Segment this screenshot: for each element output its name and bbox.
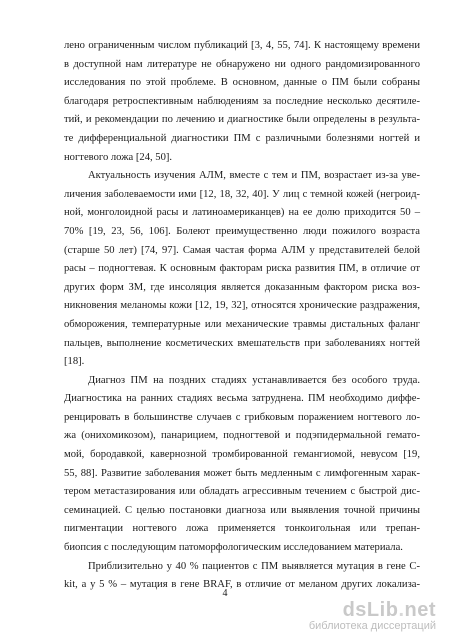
paragraph	[64, 372, 420, 558]
watermark-logo	[309, 600, 436, 633]
text-line: те дифференциальной диагностики ПМ с различными болезнями ногтей и	[64, 132, 420, 144]
text-line: жа (онихомикозом), панарицием, подногтевой и подэпидермальной гемато-	[64, 430, 420, 442]
text-line: ренцировать в большинстве случаев с грибковым поражением ногтевого ло-	[64, 411, 420, 423]
watermark-logo-tld: net	[404, 599, 436, 621]
text-line: тий, и рекомендации по лечению и диагностике были определены в результа-	[64, 114, 420, 126]
text-line: в доступной нам литературе не обнаружено ни одного рандомизированного	[64, 58, 420, 70]
text-line: тером метастазирования или обладать агрессивным течением с быстрой дис-	[64, 486, 420, 498]
text-line: пальцев, выполнение косметических вмешательств при заболеваниях ногтей	[64, 337, 420, 349]
paragraph	[64, 37, 420, 167]
paragraph	[64, 167, 420, 372]
text-line: Диагностика на ранних стадиях весьма затруднена. ПМ необходимо диффе-	[64, 393, 420, 405]
text-line: благодаря ретроспективным наблюдениям за последние несколько десятиле-	[64, 95, 420, 107]
text-line: (старше 50 лет) [74, 97]. Самая частая форма АЛМ у представителей белой	[64, 244, 420, 256]
text-line: биопсия с последующим патоморфологическим исследованием материала.	[64, 542, 403, 554]
text-line: лено ограниченным числом публикаций [3, 4, 55, 74]. К настоящему времени	[64, 40, 420, 51]
text-line: расы – подногтевая. К основным факторам риска развития ПМ, в отличие от	[64, 263, 420, 275]
text-line: [18].	[64, 356, 85, 368]
text-line: Диагноз ПМ на поздних стадиях устанавливается без особого труда.	[88, 374, 420, 386]
text-line: мой, бородавкой, кавернозной тромбированной гемангиомой, невусом [19,	[64, 449, 420, 461]
text-line: Актуальность изучения АЛМ, вместе с тем и ПМ, возрастает из-за уве-	[88, 170, 420, 182]
text-line: kit, а у 5 % – мутация в гене BRAF, в отличие от меланом других локализа-	[64, 579, 420, 591]
text-line: ногтевого ложа [24, 50].	[64, 151, 173, 163]
text-line: обморожения, температурные или механические травмы дистальных фаланг	[64, 318, 420, 330]
text-line: Приблизительно у 40 % пациентов с ПМ выявляется мутация в гене C-	[88, 560, 420, 572]
text-line: 55, 88]. Развитие заболевания может быть медленным с лимфогенным харак-	[64, 467, 420, 479]
text-line: исследования по этой проблеме. В основном, данные о ПМ были собраны	[64, 77, 420, 89]
text-line: пигментации ногтевого ложа применяется тонкоигольная или трепан-	[64, 523, 420, 535]
text-line: семинацией. С целью постановки диагноза или выявления точной причины	[64, 504, 420, 516]
text-line: ной, монголоидной расы и латиноамериканцев) на ее долю приходится 50 –	[64, 207, 420, 219]
body-text	[64, 37, 420, 595]
page-number: 4	[222, 588, 228, 599]
watermark-logo-main: dsLib	[342, 599, 399, 621]
text-line: никновения меланомы кожи [12, 19, 32], относятся хронические раздражения,	[64, 300, 420, 312]
text-line: 70% [19, 23, 56, 106]. Болеют преимущественно люди пожилого возраста	[64, 225, 420, 237]
watermark-logo-dot: .	[398, 599, 405, 621]
text-line: других форм ЗМ, где инсоляция является доказанным фактором риска воз-	[64, 281, 420, 293]
watermark-subtitle: библиотека диссертаций	[308, 620, 436, 632]
text-line: личения заболеваемости ими [12, 18, 32, 40]. У лиц с темной кожей (негроид-	[64, 188, 420, 200]
watermark-logo-text	[309, 600, 436, 620]
